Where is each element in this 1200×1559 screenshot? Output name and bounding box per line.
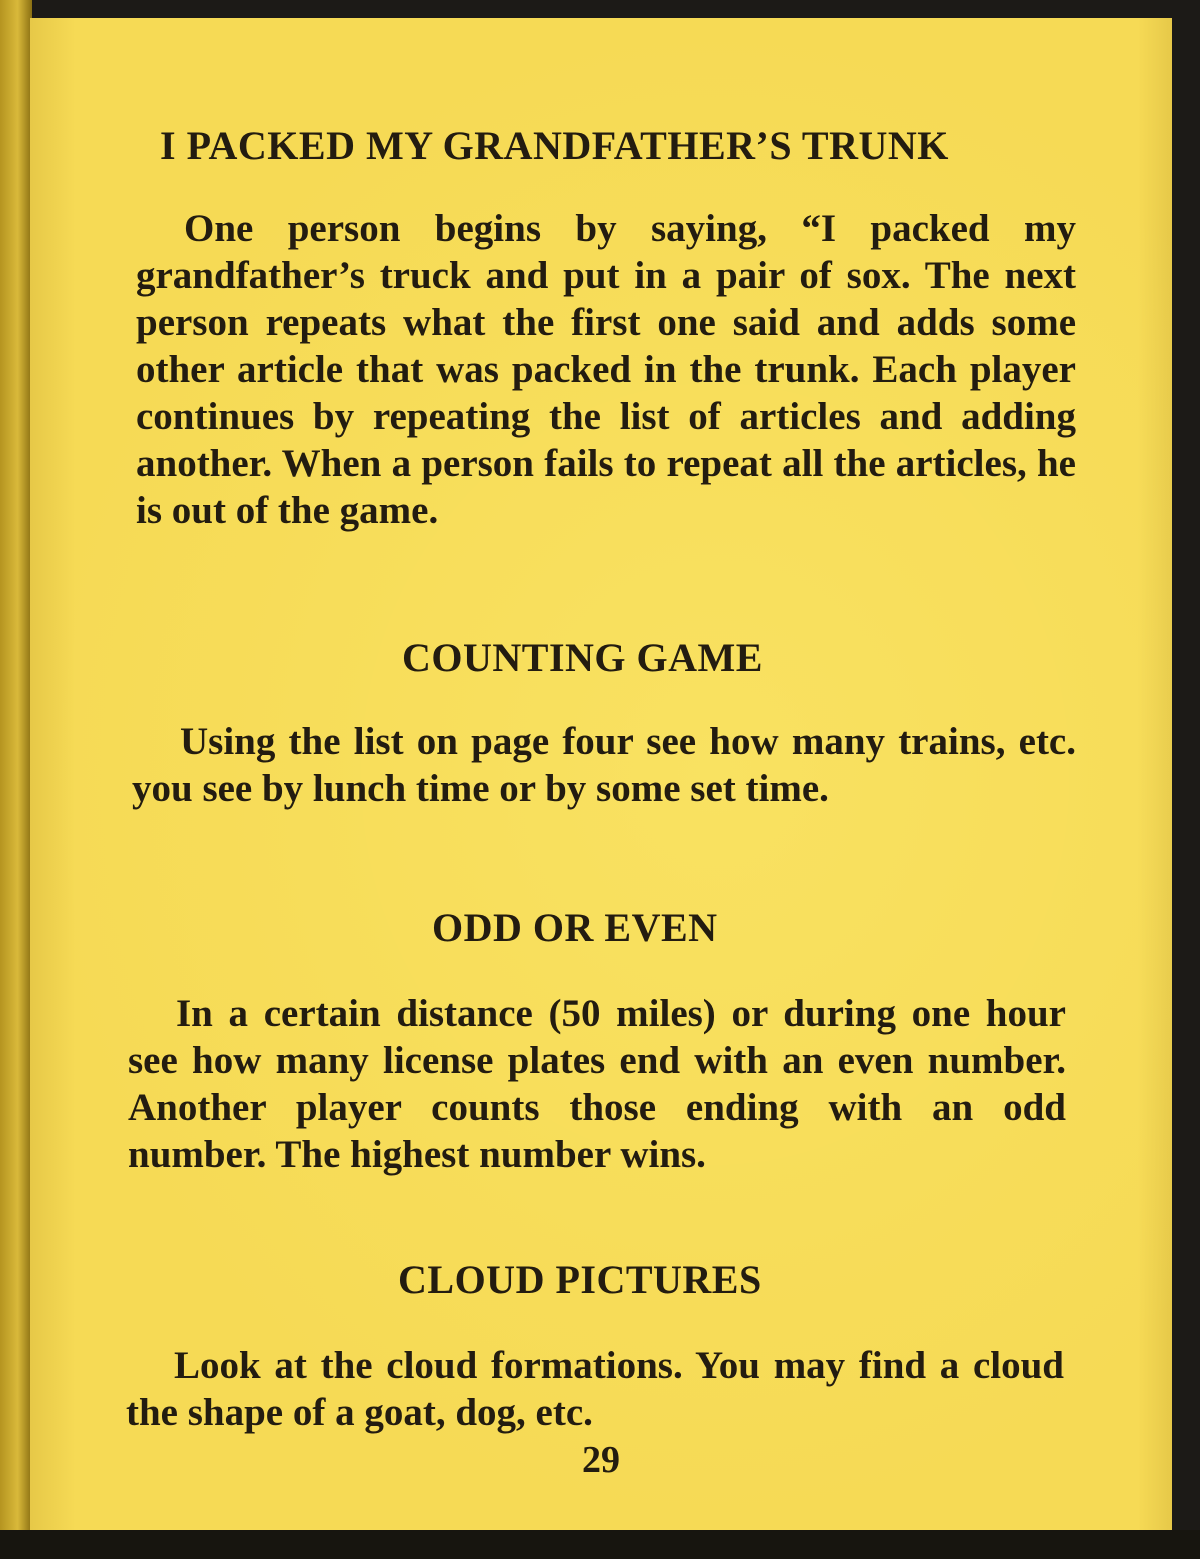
page-bottom-shadow: [0, 1530, 1200, 1559]
page-number: 29: [582, 1439, 620, 1481]
section-heading-counting-game: COUNTING GAME: [402, 635, 763, 680]
section-heading-cloud-pictures: CLOUD PICTURES: [398, 1257, 762, 1302]
section-body-grandfathers-trunk: One person begins by saying, “I packed my grandfather’s truck and put in a pair of sox. The next person repeats what the first one said and adds some other article that was packed in the trunk. Each player continues by repeating the list of articles and adding another. When a person fails to repeat all the articles, he is out of the game.: [136, 207, 1076, 532]
book-page: [30, 18, 1172, 1530]
section-heading-grandfathers-trunk: I PACKED MY GRANDFATHER’S TRUNK: [160, 123, 949, 168]
section-body-counting-game: Using the list on page four see how many trains, etc. you see by lunch time or by some set time.: [132, 720, 1076, 810]
book-binding-edge: [0, 0, 32, 1559]
section-heading-odd-or-even: ODD OR EVEN: [432, 905, 718, 950]
section-body-cloud-pictures: Look at the cloud formations. You may find a cloud the shape of a goat, dog, etc.: [126, 1344, 1064, 1434]
section-body-odd-or-even: In a certain distance (50 miles) or during one hour see how many license plates end with an even number. Another player counts those ending with an odd number. The highest number wins.: [128, 992, 1066, 1176]
